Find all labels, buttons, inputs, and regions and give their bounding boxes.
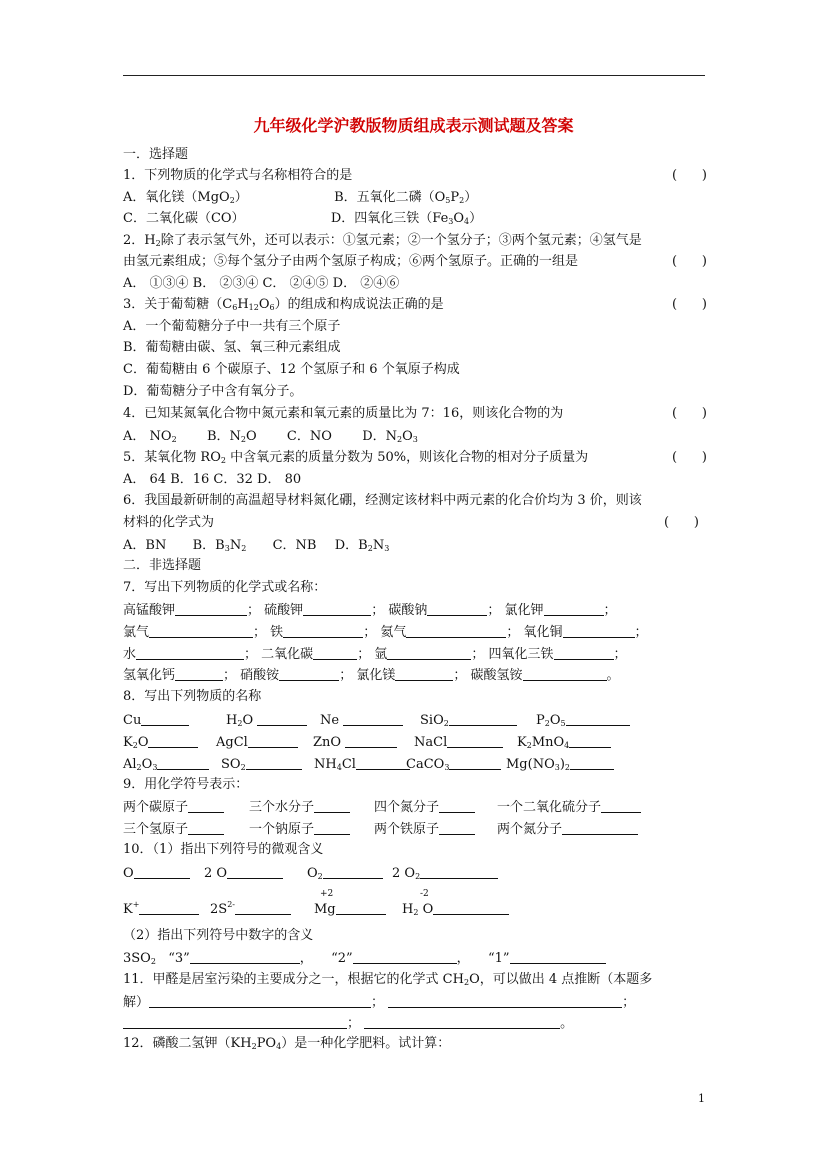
answer-blank[interactable] <box>563 623 635 638</box>
q9-stem: 9．用化学符号表示： <box>123 777 249 792</box>
q6-options: A．BN B．$B_3N_2$ C．NB D．$B_2N_3$ <box>123 538 390 553</box>
answer-blank[interactable] <box>353 949 457 964</box>
answer-blank[interactable] <box>388 993 622 1008</box>
q3-option-b: B．葡萄糖由碳、氢、氧三种元素组成 <box>123 340 341 355</box>
answer-blank[interactable] <box>149 993 371 1008</box>
answer-blank[interactable] <box>395 666 453 681</box>
answer-blank[interactable] <box>544 601 604 616</box>
page-title: 九年级化学沪教版物质组成表示测试题及答案 <box>253 116 574 135</box>
answer-blank[interactable] <box>279 666 339 681</box>
q3-option-c: C．葡萄糖由 6 个碳原子、12 个氢原子和 6 个氧原子构成 <box>123 362 460 377</box>
answer-blank[interactable] <box>566 711 630 726</box>
q8-h2o: $H_2O$ <box>226 711 307 730</box>
answer-blank[interactable] <box>356 755 410 770</box>
q2-options: A． ①③④ B． ②③④ C． ②④⑤ D． ②④⑥ <box>123 276 400 291</box>
answer-blank[interactable] <box>570 755 614 770</box>
answer-blank[interactable] <box>387 645 471 660</box>
q1-answer-bracket: ( ) <box>672 168 707 183</box>
answer-blank[interactable] <box>190 949 300 964</box>
q2-stem-line1: 2．$H_2$除了表示氢气外，还可以表示：①氢元素；②一个氢分子；③两个氢元素；④氢气是 <box>123 233 642 248</box>
answer-blank[interactable] <box>123 1014 347 1029</box>
q7-row3: 水 ； 二氧化碳 ； 氩 ； 四氧化三铁 ； <box>123 647 627 662</box>
q10-o: O <box>123 864 190 883</box>
answer-blank[interactable] <box>149 623 253 638</box>
answer-blank[interactable] <box>601 798 641 813</box>
answer-blank[interactable] <box>343 711 403 726</box>
q9-row2-item4: 两个氮分子 <box>497 820 638 839</box>
answer-blank[interactable] <box>188 798 224 813</box>
q4-answer-bracket: ( ) <box>672 406 707 421</box>
q8-caco3: CaCO$_3$ <box>406 755 501 774</box>
q11-stem-line3: ； 。 <box>123 1014 573 1033</box>
q8-mgno3: $Mg(NO_3)_2$ <box>506 755 614 774</box>
page-number: 1 <box>698 1092 705 1105</box>
q3-option-d: D．葡萄糖分子中含有氧分子。 <box>123 384 303 399</box>
section-choice-heading: 一．选择题 <box>123 147 189 162</box>
answer-blank[interactable] <box>248 733 298 748</box>
answer-blank[interactable] <box>554 645 614 660</box>
q8-sio2: SiO$_2$ <box>420 711 517 730</box>
q3-answer-bracket: ( ) <box>672 297 707 312</box>
answer-blank[interactable] <box>449 755 501 770</box>
q7-row2: 氯气 ； 铁 ； 氦气 ； 氧化铜 ； <box>123 625 648 640</box>
answer-blank[interactable] <box>246 755 302 770</box>
answer-blank[interactable] <box>449 711 517 726</box>
q10-mg-valence-symbol: Mg <box>314 900 386 919</box>
q2-stem-line2: 由氢元素组成；⑤每个氢分子由两个氢原子构成；⑥两个氢原子。正确的一组是 <box>123 254 579 269</box>
answer-blank[interactable] <box>323 864 383 879</box>
q10-mg-valence: +2 <box>320 889 334 899</box>
q8-p2o5: $P_2O_5$ <box>536 711 630 730</box>
answer-blank[interactable] <box>136 645 244 660</box>
answer-blank[interactable] <box>420 864 498 879</box>
q4-stem: 4．已知某氮氧化合物中氮元素和氧元素的质量比为 7：16，则该化合物的为 <box>123 406 564 421</box>
q10-sub2-stem: （2）指出下列符号中数字的含义 <box>123 928 314 943</box>
q10-sub2-row: $3SO_2$ “3” ， “2” ， “1” <box>123 949 606 968</box>
q6-answer-bracket: ( ) <box>664 515 699 530</box>
q10-o2: $O_2$ <box>307 864 383 883</box>
q1-stem: 1．下列物质的化学式与名称相符合的是 <box>123 168 353 183</box>
header-rule <box>123 75 705 76</box>
answer-blank[interactable] <box>313 645 357 660</box>
answer-blank[interactable] <box>569 733 611 748</box>
q9-row2-item3: 两个铁原子 <box>374 820 475 839</box>
answer-blank[interactable] <box>175 601 247 616</box>
answer-blank[interactable] <box>433 900 509 915</box>
q10-k-ion: K+ <box>123 900 199 920</box>
answer-blank[interactable] <box>283 623 363 638</box>
q8-ne: Ne <box>320 711 403 730</box>
answer-blank[interactable] <box>345 733 397 748</box>
q2-answer-bracket: ( ) <box>672 254 707 269</box>
answer-blank[interactable] <box>439 820 475 835</box>
answer-blank[interactable] <box>257 711 307 726</box>
answer-blank[interactable] <box>157 755 209 770</box>
section-nonchoice-heading: 二．非选择题 <box>123 558 202 573</box>
answer-blank[interactable] <box>227 864 283 879</box>
q5-answer-bracket: ( ) <box>672 450 707 465</box>
q8-zno: ZnO <box>313 733 397 752</box>
q8-nacl: NaCl <box>414 733 503 752</box>
answer-blank[interactable] <box>447 733 503 748</box>
answer-blank[interactable] <box>336 900 386 915</box>
answer-blank[interactable] <box>510 949 606 964</box>
answer-blank[interactable] <box>439 798 475 813</box>
answer-blank[interactable] <box>523 666 607 681</box>
answer-blank[interactable] <box>134 864 190 879</box>
answer-blank[interactable] <box>175 666 223 681</box>
q10-stem: 10．（1）指出下列符号的微观含义 <box>123 842 324 857</box>
q9-row1-item4: 一个二氧化硫分子 <box>497 798 641 817</box>
answer-blank[interactable] <box>148 733 198 748</box>
answer-blank[interactable] <box>562 820 638 835</box>
q8-nh4cl: $NH_4Cl$ <box>314 755 410 774</box>
q9-row1-item3: 四个氮分子 <box>374 798 475 817</box>
q11-stem-line1: 11．甲醛是居室污染的主要成分之一，根据它的化学式 $CH_2O$，可以做出 4 点推断（本题多 <box>123 972 653 987</box>
answer-blank[interactable] <box>188 820 224 835</box>
q10-s-ion: $2S^{2-}$ <box>210 900 291 920</box>
answer-blank[interactable] <box>139 900 199 915</box>
answer-blank[interactable] <box>314 798 350 813</box>
answer-blank[interactable] <box>303 601 371 616</box>
q7-row1: 高锰酸钾 ； 硫酸钾 ； 碳酸钠 ； 氯化钾 ； <box>123 603 617 618</box>
q3-stem: 3．关于葡萄糖$(C_6H_{12}O_6)$的组成和构成说法正确的是 <box>123 297 444 312</box>
q8-stem: 8．写出下列物质的名称 <box>123 689 262 704</box>
answer-blank[interactable] <box>235 900 291 915</box>
q10-h2o-valence-symbol: $H_2$ O <box>402 900 509 919</box>
q1-options-cd: C．二氧化碳（CO） D．四氧化三铁$(Fe_3O_4)$ <box>123 211 483 226</box>
answer-blank[interactable] <box>141 711 189 726</box>
q4-options: A． $NO_2$ B．$N_2O$ C．NO D．$N_2O_3$ <box>123 429 418 444</box>
q8-al2o3: $Al_2O_3$ <box>123 755 209 774</box>
answer-blank[interactable] <box>314 820 350 835</box>
q10-2o2: 2 $O_2$ <box>392 864 498 883</box>
q1-options-ab: A．氧化镁（MgO$_2$） B．五氧化二磷$(O_5P_2)$ <box>123 190 478 205</box>
q5-stem: 5．某氧化物 $RO_2$ 中含氧元素的质量分数为 50%，则该化合物的相对分子质量为 <box>123 450 589 465</box>
q8-so2: $SO_2$ <box>221 755 302 774</box>
q7-row4: 氢氧化钙 ； 硝酸铵 ； 氯化镁 ； 碳酸氢铵 。 <box>123 668 620 683</box>
q9-row1-item1: 两个碳原子 <box>123 798 224 817</box>
q12-stem: 12．磷酸二氢钾$(KH_2PO_4)$是一种化学肥料。试计算： <box>123 1036 451 1051</box>
q8-k2mno4: $K_2MnO_4$ <box>517 733 611 752</box>
q9-row2-item1: 三个氢原子 <box>123 820 224 839</box>
answer-blank[interactable] <box>364 1014 560 1029</box>
q8-k2o: $K_2O$ <box>123 733 198 752</box>
q3-option-a: A．一个葡萄糖分子中一共有三个原子 <box>123 319 341 334</box>
answer-blank[interactable] <box>427 601 487 616</box>
q6-stem-line2: 材料的化学式为 <box>123 515 215 530</box>
q9-row2-item2: 一个钠原子 <box>249 820 350 839</box>
q11-stem-line2: 解） ； ； <box>123 995 636 1010</box>
q10-2o: 2 O <box>204 864 283 883</box>
q7-stem: 7．写出下列物质的化学式或名称： <box>123 580 327 595</box>
q8-agcl: AgCl <box>216 733 298 752</box>
answer-blank[interactable] <box>406 623 506 638</box>
q5-options: A． 64 B．16 C．32 D． 80 <box>123 472 302 487</box>
q9-row1-item2: 三个水分子 <box>249 798 350 817</box>
q6-stem-line1: 6．我国最新研制的高温超导材料氮化硼，经测定该材料中两元素的化合价均为 3 价，则该 <box>123 493 642 508</box>
q10-o-valence: -2 <box>420 889 429 899</box>
q8-cu: Cu <box>123 711 189 730</box>
